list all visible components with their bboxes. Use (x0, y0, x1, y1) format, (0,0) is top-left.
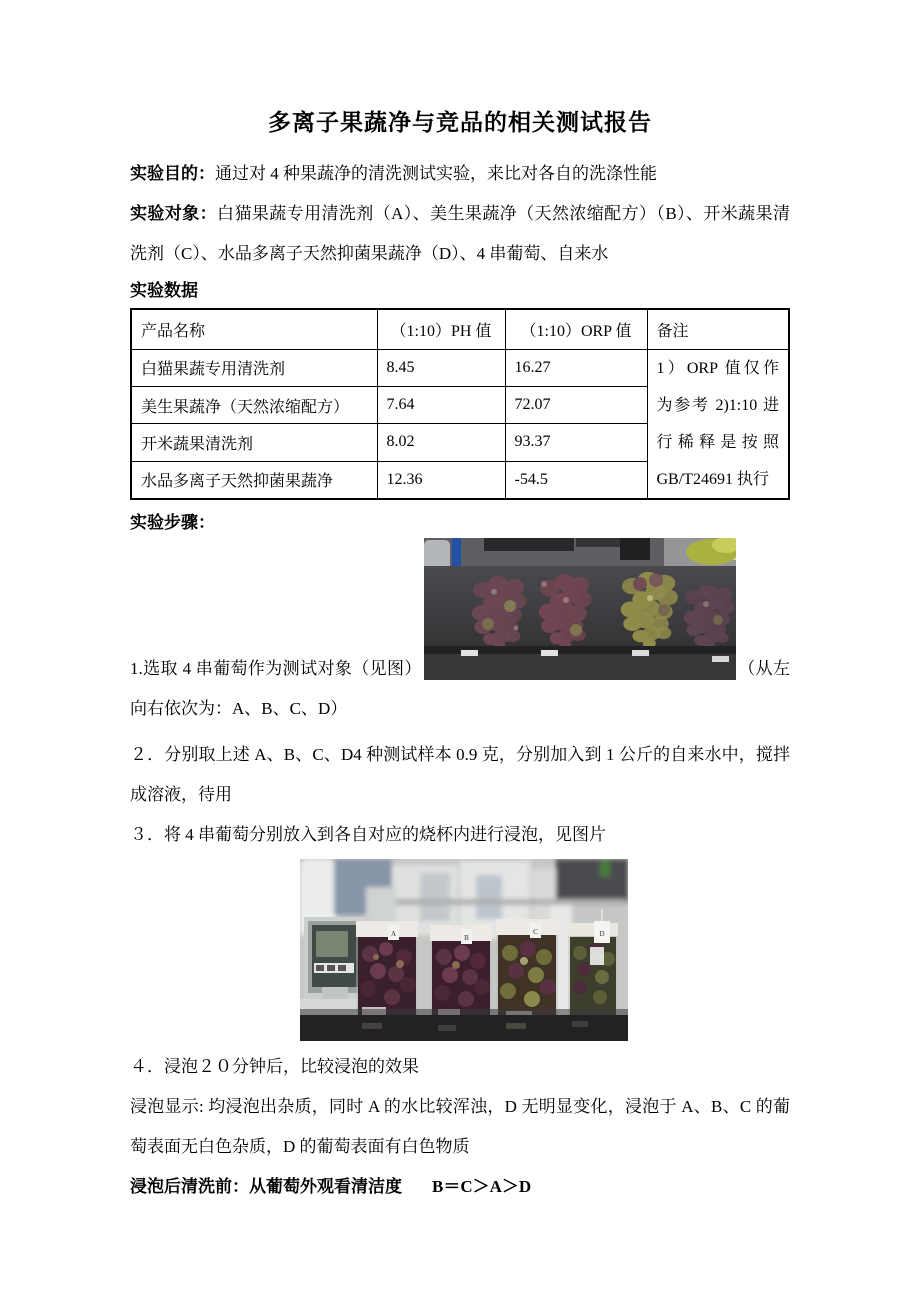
cell-product: 水品多离子天然抑菌果蔬净 (131, 461, 377, 498)
cell-note: 1）ORP 值仅作为参考 2)1:10 进行稀释是按照 GB/T24691 执行 (647, 349, 789, 499)
subjects-text: 白猫果蔬专用清洗剂（A）、美生果蔬净（天然浓缩配方）（B）、开米蔬果清洗剂（C）、水品多离子天然抑菌果蔬净（D）、4 串葡萄、自来水 (130, 204, 791, 263)
soaking-photo-wrap (300, 859, 790, 1041)
cell-ph: 8.45 (377, 349, 505, 386)
table-header-row (131, 309, 789, 349)
header-orp: （1:10）ORP 值 (505, 309, 647, 349)
steps-section-heading: 实验步骤： (130, 512, 215, 532)
cell-ph: 12.36 (377, 461, 505, 498)
step3-paragraph: ３．将 4 串葡萄分别放入到各自对应的烧杯内进行浸泡，见图片 (130, 824, 606, 844)
step1-paragraph (130, 538, 790, 729)
purpose-label: 实验目的： (130, 164, 215, 183)
cell-orp: 16.27 (505, 349, 647, 386)
sample-label (632, 650, 649, 656)
step1-text-after: （从左向右依次为：A、B、C、D） (130, 658, 791, 718)
experiment-data-table (130, 308, 790, 500)
conclusion-value: B＝C＞A＞D (432, 1176, 532, 1196)
step1-text-before: 1.选取 4 串葡萄作为测试对象（见图） (130, 658, 422, 678)
cell-orp: -54.5 (505, 461, 647, 498)
observation-paragraph: 浸泡显示: 均浸泡出杂质，同时 A 的水比较浑浊，D 无明显变化，浸泡于 A、B、C 的葡萄表面无白色杂质，D 的葡萄表面有白色物质 (130, 1096, 790, 1156)
cell-ph: 7.64 (377, 386, 505, 423)
cell-orp: 72.07 (505, 386, 647, 423)
header-ph: （1:10）PH 值 (377, 309, 505, 349)
document-content (130, 0, 790, 1207)
cell-ph: 8.02 (377, 424, 505, 461)
sample-label (461, 650, 478, 656)
beaker-tag-c: C (533, 927, 538, 936)
page-title: 多离子果蔬净与竞品的相关测试报告 (268, 110, 652, 135)
sample-label (712, 656, 729, 662)
soaking-beakers-photo (300, 859, 628, 1041)
beaker-tag-b: B (464, 933, 469, 942)
conclusion-paragraph (130, 1167, 790, 1207)
beaker-tag-d: D (599, 929, 605, 938)
purpose-paragraph (130, 154, 790, 194)
header-product-name: 产品名称 (131, 309, 377, 349)
grapes-photo (424, 538, 736, 680)
cell-product: 开米蔬果清洗剂 (131, 424, 377, 461)
step4-paragraph: ４．浸泡２０分钟后，比较浸泡的效果 (130, 1056, 419, 1076)
cell-orp: 93.37 (505, 424, 647, 461)
data-section-heading: 实验数据 (130, 281, 198, 300)
table-row (131, 349, 789, 386)
sample-label (541, 650, 558, 656)
cell-product: 美生果蔬净（天然浓缩配方） (131, 386, 377, 423)
beaker (568, 909, 618, 1023)
conclusion-label: 浸泡后清洗前：从葡萄外观看清洁度 (130, 1176, 402, 1196)
purpose-text: 通过对 4 种果蔬净的清洗测试实验，来比对各自的洗涤性能 (215, 164, 657, 183)
cell-product: 白猫果蔬专用清洗剂 (131, 349, 377, 386)
beaker-tag-a: A (390, 929, 397, 938)
subjects-label: 实验对象： (130, 204, 218, 223)
step2-paragraph: ２．分别取上述 A、B、C、D4 种测试样本 0.9 克，分别加入到 1 公斤的自来水中，搅拌成溶液，待用 (130, 744, 790, 804)
header-note: 备注 (647, 309, 789, 349)
subjects-paragraph (130, 194, 790, 274)
